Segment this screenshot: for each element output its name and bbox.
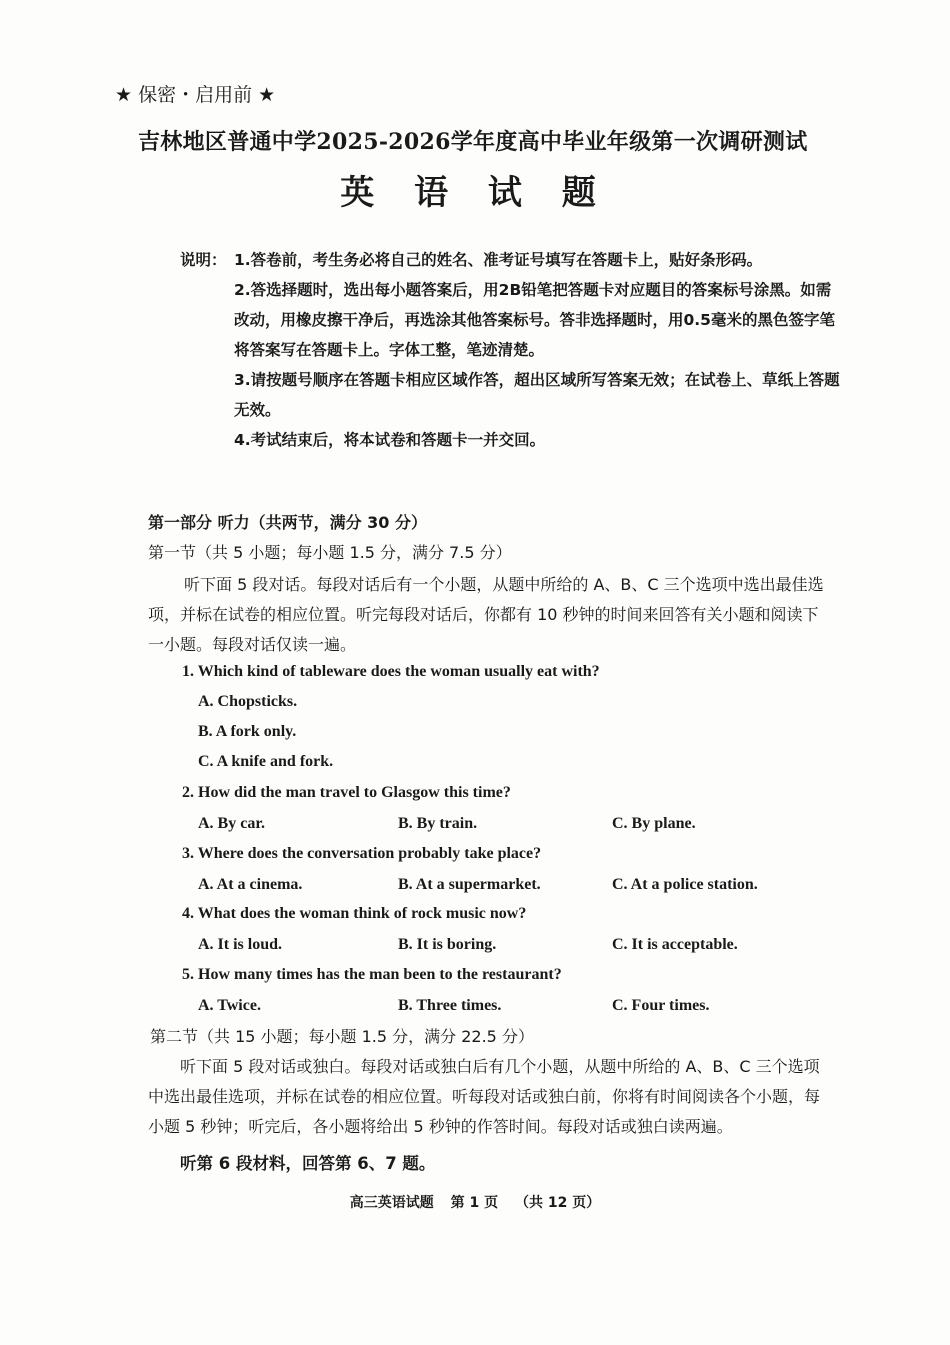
q4-option-c: C. It is acceptable. (612, 936, 738, 953)
question-1: 1. Which kind of tableware does the woman usually eat with? (182, 663, 600, 680)
listen-prompt: 听第 6 段材料，回答第 6、7 题。 (180, 1154, 436, 1173)
instructions-label: 说明： (180, 251, 227, 269)
q3-option-c: C. At a police station. (612, 876, 758, 893)
q5-option-a: A. Twice. (198, 997, 261, 1014)
q1-option-c: C. A knife and fork. (198, 753, 334, 770)
instruction-item: 1.答卷前，考生务必将自己的姓名、准考证号填写在答题卡上，贴好条形码。 (234, 251, 763, 269)
section2-instructions: 听下面 5 段对话或独白。每段对话或独白后有几个小题，从题中所给的 A、B、C 三个选项中选出最佳选项，并标在试卷的相应位置。听每段对话或独白前，你将有时间阅读各个小题，每小题 5 秒钟；听完后，各小题将给出 5 秒钟的作答时间。每段对话或独白读两遍。 (148, 1057, 821, 1136)
question-3: 3. Where does the conversation probably take place? (182, 845, 542, 862)
section1-title: 第一节（共 5 小题；每小题 1.5 分，满分 7.5 分） (148, 543, 512, 562)
q1-option-a: A. Chopsticks. (198, 693, 298, 710)
q1-option-b: B. A fork only. (198, 723, 297, 740)
question-4: 4. What does the woman think of rock music now? (182, 905, 527, 922)
q2-option-b: B. By train. (398, 815, 478, 832)
q4-option-a: A. It is loud. (198, 936, 283, 953)
q3-option-b: B. At a supermarket. (398, 876, 541, 893)
footer-total: （共 12 页） (515, 1195, 601, 1211)
instruction-item: 4.考试结束后，将本试卷和答题卡一并交回。 (234, 431, 546, 449)
exam-title: 吉林地区普通中学2025-2026学年度高中毕业年级第一次调研测试 (138, 129, 808, 155)
question-5: 5. How many times has the man been to the restaurant? (182, 966, 562, 983)
section1-instructions: 听下面 5 段对话。每段对话后有一个小题，从题中所给的 A、B、C 三个选项中选出最佳选项，并标在试卷的相应位置。听完每段对话后，你都有 10 秒钟的时间来回答有关小题和阅读下一小题。每段对话仅读一遍。 (148, 575, 824, 654)
confidential-mark: ★ 保密・启用前 ★ (115, 84, 276, 106)
q3-option-a: A. At a cinema. (198, 876, 303, 893)
subject-title: 英 语 试 题 (340, 173, 610, 213)
q4-option-b: B. It is boring. (398, 936, 497, 953)
footer-page: 第 1 页 (450, 1195, 499, 1211)
instructions-block (180, 245, 840, 455)
q2-option-a: A. By car. (198, 815, 265, 832)
section2-title: 第二节（共 15 小题；每小题 1.5 分，满分 22.5 分） (150, 1027, 534, 1046)
q5-option-b: B. Three times. (398, 997, 502, 1014)
q2-option-c: C. By plane. (612, 815, 696, 832)
instruction-item: 2.答选择题时，选出每小题答案后，用2B铅笔把答题卡对应题目的答案标号涂黑。如需改动，用橡皮擦干净后，再选涂其他答案标号。答非选择题时，用0.5毫米的黑色签字笔将答案写在答题卡上。字体工整，笔迹清楚。 (234, 281, 835, 359)
page-footer (0, 1192, 950, 1212)
part1-title: 第一部分 听力（共两节，满分 30 分） (148, 513, 427, 532)
question-2: 2. How did the man travel to Glasgow this time? (182, 784, 511, 801)
footer-course: 高三英语试题 (349, 1195, 434, 1211)
instruction-item: 3.请按题号顺序在答题卡相应区域作答，超出区域所写答案无效；在试卷上、草纸上答题无效。 (234, 371, 840, 419)
q5-option-c: C. Four times. (612, 997, 710, 1014)
